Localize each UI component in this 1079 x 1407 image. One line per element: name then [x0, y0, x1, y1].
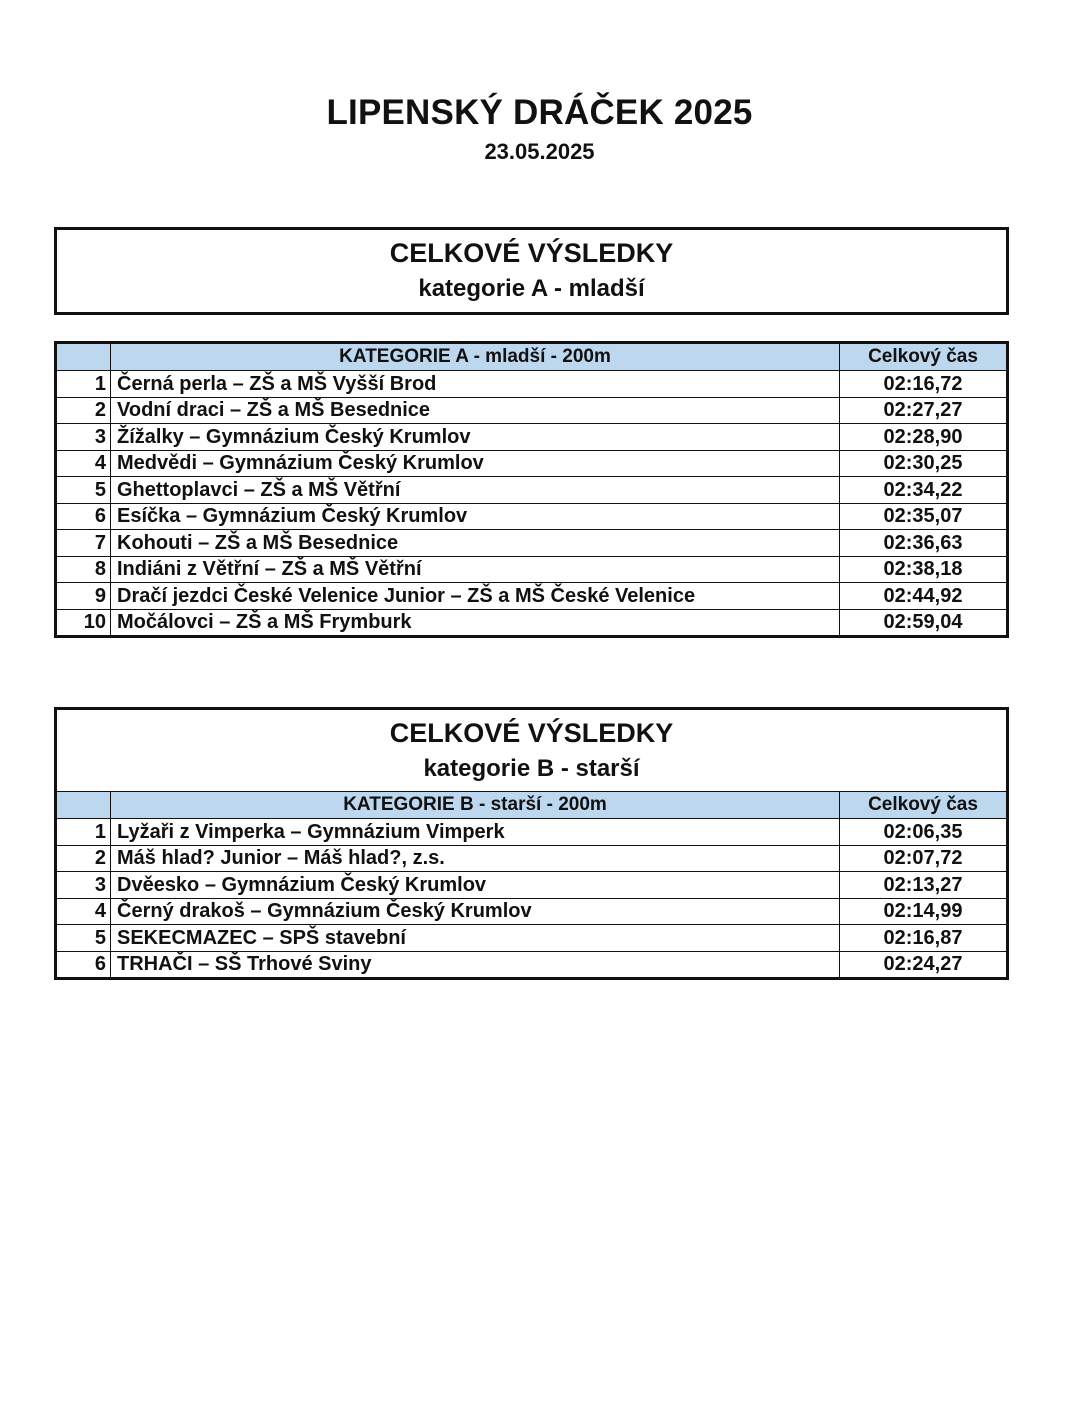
time-cell: 02:38,18 [840, 556, 1008, 583]
time-cell: 02:27,27 [840, 397, 1008, 424]
team-cell: Indiáni z Větřní – ZŠ a MŠ Větřní [111, 556, 840, 583]
team-cell: Kohouti – ZŠ a MŠ Besednice [111, 530, 840, 557]
rank-header-cell [57, 792, 111, 819]
time-cell: 02:34,22 [840, 477, 1008, 504]
results-table-a [54, 341, 1009, 638]
team-cell: Vodní draci – ZŠ a MŠ Besednice [111, 397, 840, 424]
table-row [56, 371, 1008, 398]
table-row [57, 925, 1006, 952]
table-row [56, 477, 1008, 504]
table-row [56, 450, 1008, 477]
section-a-subheading: kategorie A - mladší [418, 275, 645, 302]
rank-cell: 2 [57, 845, 111, 872]
time-header-cell: Celkový čas [840, 792, 1007, 819]
team-cell: Dračí jezdci České Velenice Junior – ZŠ a MŠ České Velenice [111, 583, 840, 610]
team-cell: Lyžaři z Vimperka – Gymnázium Vimperk [111, 819, 840, 846]
rank-cell: 4 [56, 450, 111, 477]
team-cell: Ghettoplavci – ZŠ a MŠ Větřní [111, 477, 840, 504]
rank-header-cell [56, 343, 111, 371]
team-cell: TRHAČI – SŠ Trhové Sviny [111, 951, 840, 977]
table-row [57, 819, 1006, 846]
time-cell: 02:16,72 [840, 371, 1008, 398]
section-a-heading: CELKOVÉ VÝSLEDKY [389, 238, 674, 268]
table-row [56, 583, 1008, 610]
rank-cell: 3 [56, 424, 111, 451]
team-header-cell: KATEGORIE A - mladší - 200m [111, 343, 840, 371]
team-cell: Dvěesko – Gymnázium Český Krumlov [111, 872, 840, 899]
rank-cell: 3 [57, 872, 111, 899]
time-cell: 02:59,04 [840, 609, 1008, 637]
table-row [56, 424, 1008, 451]
time-cell: 02:35,07 [840, 503, 1008, 530]
team-cell: Žížalky – Gymnázium Český Krumlov [111, 424, 840, 451]
section-b-heading: CELKOVÉ VÝSLEDKY [389, 718, 674, 748]
team-cell: SEKECMAZEC – SPŠ stavební [111, 925, 840, 952]
rank-cell: 1 [56, 371, 111, 398]
table-row [57, 951, 1006, 977]
document-title: LIPENSKÝ DRÁČEK 2025 [326, 93, 753, 132]
rank-cell: 6 [56, 503, 111, 530]
table-row [56, 609, 1008, 637]
team-cell: Esíčka – Gymnázium Český Krumlov [111, 503, 840, 530]
time-cell: 02:44,92 [840, 583, 1008, 610]
time-cell: 02:36,63 [840, 530, 1008, 557]
document-date: 23.05.2025 [484, 139, 595, 164]
table-row [56, 556, 1008, 583]
rank-cell: 4 [57, 898, 111, 925]
time-cell: 02:14,99 [840, 898, 1007, 925]
rank-cell: 5 [56, 477, 111, 504]
time-cell: 02:06,35 [840, 819, 1007, 846]
time-cell: 02:07,72 [840, 845, 1007, 872]
section-a-heading-box [54, 227, 1009, 315]
table-header-row [57, 792, 1006, 819]
rank-cell: 5 [57, 925, 111, 952]
rank-cell: 1 [57, 819, 111, 846]
time-cell: 02:13,27 [840, 872, 1007, 899]
rank-cell: 8 [56, 556, 111, 583]
team-cell: Černá perla – ZŠ a MŠ Vyšší Brod [111, 371, 840, 398]
team-cell: Černý drakoš – Gymnázium Český Krumlov [111, 898, 840, 925]
table-row [56, 530, 1008, 557]
table-row [56, 397, 1008, 424]
rank-cell: 10 [56, 609, 111, 637]
table-row [57, 872, 1006, 899]
section-b-subheading: kategorie B - starší [423, 755, 640, 782]
table-row [57, 898, 1006, 925]
team-cell: Medvědi – Gymnázium Český Krumlov [111, 450, 840, 477]
time-header-cell: Celkový čas [840, 343, 1008, 371]
results-table-b [57, 792, 1006, 977]
time-cell: 02:28,90 [840, 424, 1008, 451]
time-cell: 02:30,25 [840, 450, 1008, 477]
team-header-cell: KATEGORIE B - starší - 200m [111, 792, 840, 819]
team-cell: Močálovci – ZŠ a MŠ Frymburk [111, 609, 840, 637]
rank-cell: 2 [56, 397, 111, 424]
time-cell: 02:24,27 [840, 951, 1007, 977]
time-cell: 02:16,87 [840, 925, 1007, 952]
rank-cell: 9 [56, 583, 111, 610]
team-cell: Máš hlad? Junior – Máš hlad?, z.s. [111, 845, 840, 872]
rank-cell: 6 [57, 951, 111, 977]
table-header-row [56, 343, 1008, 371]
section-b-box [54, 707, 1009, 980]
table-row [56, 503, 1008, 530]
section-b-heading-box [57, 710, 1006, 792]
table-row [57, 845, 1006, 872]
rank-cell: 7 [56, 530, 111, 557]
